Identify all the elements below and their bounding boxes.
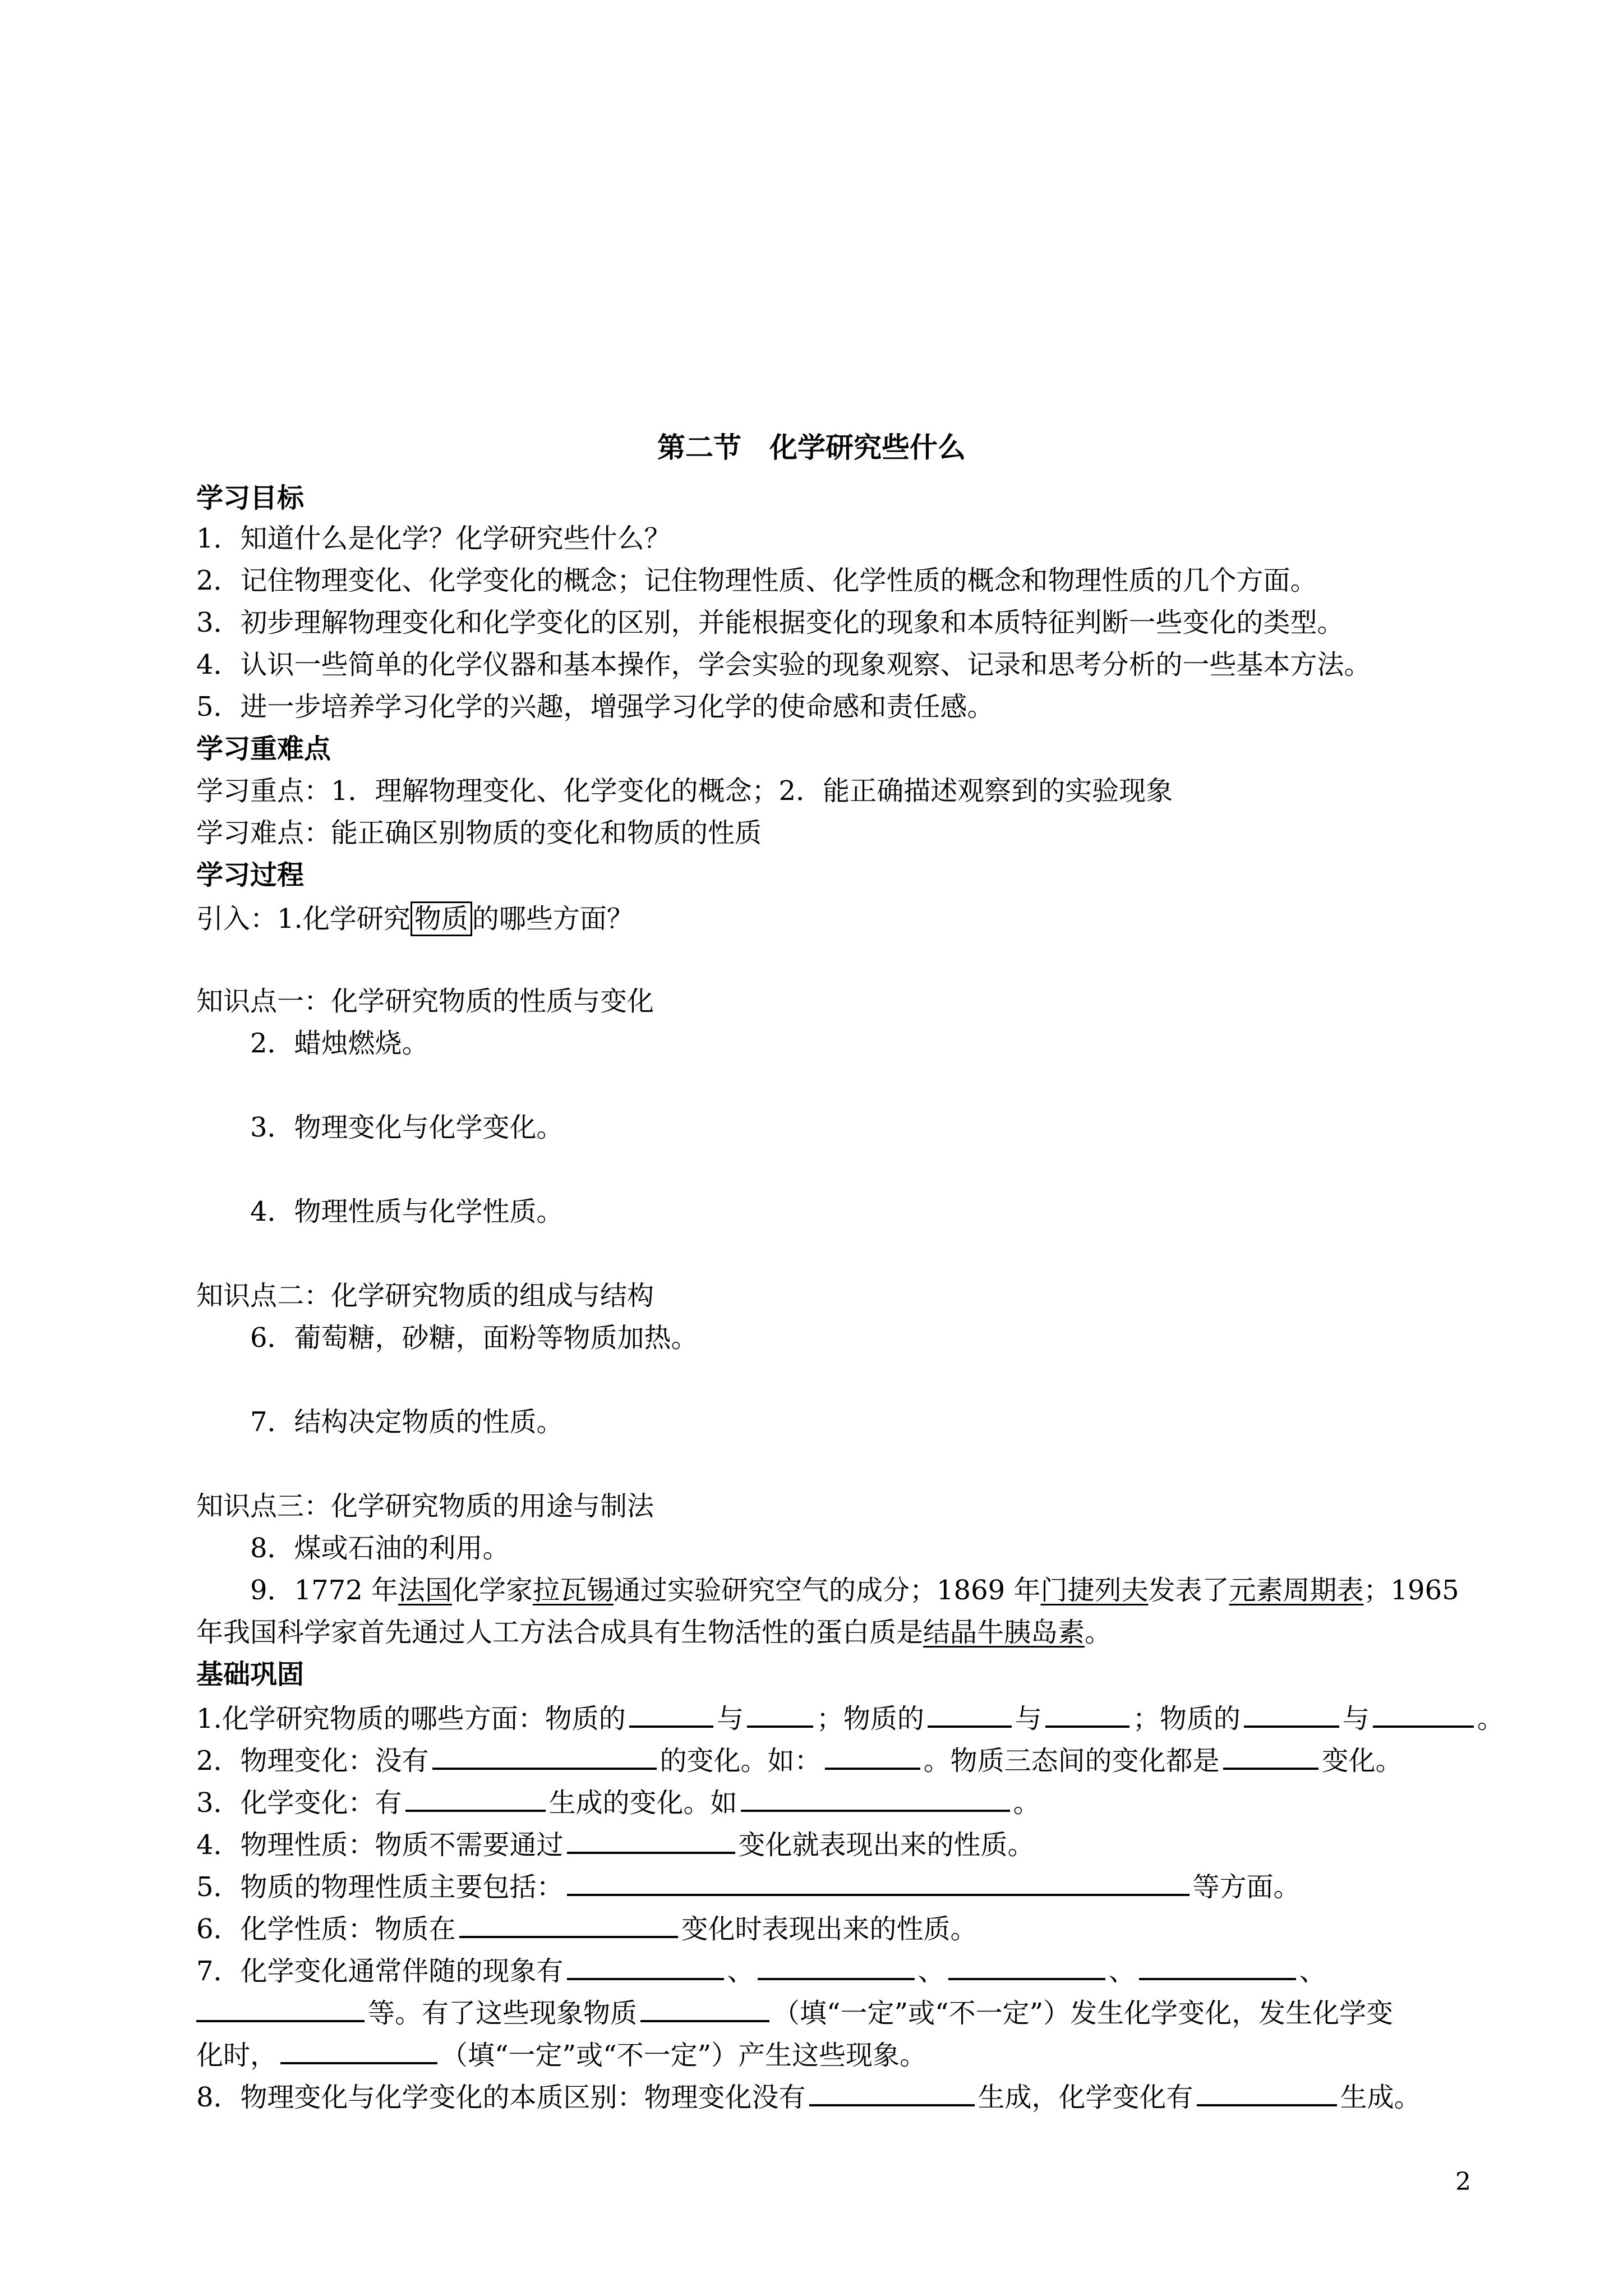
k1-item-4: 4．物理性质与化学性质。 [250, 1196, 564, 1227]
answer-blank[interactable] [1139, 1952, 1296, 1980]
answer-blank[interactable] [567, 1868, 1189, 1896]
answer-blank[interactable] [809, 2078, 975, 2106]
q1-text: ；物质的 [816, 1703, 924, 1734]
q2-text: 2．物理变化：没有 [196, 1745, 429, 1777]
k3-item9-underlined: 拉瓦锡 [533, 1575, 614, 1606]
k3-item9-text: 年我国科学家首先通过人工方法合成具有生物活性的蛋白质是 [196, 1617, 924, 1648]
k3-item9-text: 。 [1085, 1617, 1112, 1648]
intro-line [196, 902, 634, 936]
intro-suffix: 的哪些方面？ [472, 903, 634, 935]
answer-blank[interactable] [629, 1700, 713, 1728]
q5-text: 5．物质的物理性质主要包括： [196, 1871, 564, 1903]
page-number: 2 [1455, 2168, 1471, 2196]
k3-item9-text: ；1965 [1363, 1575, 1459, 1606]
k3-item9-text: 发表了 [1148, 1575, 1229, 1606]
question-2 [196, 1742, 1403, 1778]
q1-text: ；物质的 [1132, 1703, 1241, 1734]
k3-item-9-line1 [250, 1573, 1459, 1607]
k3-item9-underlined: 法国 [398, 1575, 452, 1606]
knowledge-point-1-title: 知识点一：化学研究物质的性质与变化 [196, 986, 654, 1017]
k3-item9-text: 9．1772 年 [250, 1575, 398, 1606]
knowledge-point-2-title: 知识点二：化学研究物质的组成与结构 [196, 1280, 654, 1312]
question-8 [196, 2078, 1421, 2114]
k3-item9-underlined: 结晶牛胰岛素 [923, 1617, 1085, 1648]
q7-separator: 、 [917, 1955, 945, 1987]
q2-text: 的变化。如： [660, 1745, 822, 1777]
objective-item-1: 1．知道什么是化学？化学研究些什么？ [196, 523, 671, 554]
answer-blank[interactable] [280, 2036, 437, 2064]
key-focus: 学习重点：1．理解物理变化、化学变化的概念；2．能正确描述观察到的实验现象 [196, 775, 1173, 807]
answer-blank[interactable] [758, 1952, 915, 1980]
knowledge-point-3-title: 知识点三：化学研究物质的用途与制法 [196, 1490, 654, 1522]
answer-blank[interactable] [741, 1784, 1010, 1812]
answer-blank[interactable] [1045, 1700, 1129, 1728]
key-points-heading: 学习重难点 [196, 733, 331, 765]
basics-heading: 基础巩固 [196, 1659, 305, 1690]
q7-text: 等。有了这些现象物质 [368, 1998, 638, 2029]
answer-blank[interactable] [825, 1742, 920, 1770]
q3-text: 。 [1013, 1787, 1040, 1819]
k2-item-6: 6．葡萄糖，砂糖，面粉等物质加热。 [250, 1322, 698, 1354]
q2-text: 。物质三态间的变化都是 [923, 1745, 1220, 1777]
k2-item-7: 7．结构决定物质的性质。 [250, 1406, 564, 1438]
answer-blank[interactable] [567, 1952, 724, 1980]
intro-boxed-term: 物质 [411, 901, 472, 936]
answer-blank[interactable] [1244, 1700, 1339, 1728]
answer-blank[interactable] [747, 1700, 813, 1728]
q7-text: 7．化学变化通常伴随的现象有 [196, 1955, 564, 1987]
k3-item-9-line2 [196, 1616, 1112, 1649]
question-4 [196, 1826, 1035, 1862]
q1-text: 1.化学研究物质的哪些方面：物质的 [196, 1703, 626, 1734]
q7-text: 化时， [196, 2040, 278, 2071]
question-7-line3 [196, 2036, 926, 2072]
k3-item9-underlined: 门捷列夫 [1040, 1575, 1149, 1606]
k3-item9-text: 化学家 [451, 1575, 533, 1606]
q7-separator: 、 [1108, 1955, 1136, 1987]
q2-text: 变化。 [1321, 1745, 1403, 1777]
q4-text: 变化就表现出来的性质。 [738, 1829, 1035, 1861]
answer-blank[interactable] [567, 1826, 735, 1854]
k1-item-3: 3．物理变化与化学变化。 [250, 1112, 564, 1143]
answer-blank[interactable] [1223, 1742, 1318, 1770]
k3-item-8: 8．煤或石油的利用。 [250, 1533, 510, 1564]
process-heading: 学习过程 [196, 859, 305, 891]
q7-text: （填“一定”或“不一定”）产生这些现象。 [441, 2040, 927, 2071]
q1-text: 与 [716, 1703, 744, 1734]
objective-item-4: 4．认识一些简单的化学仪器和基本操作，学会实验的现象观察、记录和思考分析的一些基本方法。 [196, 649, 1371, 680]
answer-blank[interactable] [948, 1952, 1105, 1980]
k3-item9-text: 通过实验研究空气的成分；1869 年 [614, 1575, 1041, 1606]
q1-text: 与 [1342, 1703, 1370, 1734]
objectives-heading: 学习目标 [196, 482, 305, 514]
key-difficulty: 学习难点：能正确区别物质的变化和物质的性质 [196, 817, 762, 849]
question-3 [196, 1784, 1040, 1820]
question-6 [196, 1910, 978, 1946]
answer-blank[interactable] [459, 1910, 678, 1938]
k1-item-2: 2．蜡烛燃烧。 [250, 1028, 429, 1059]
question-7-line2 [196, 1994, 1393, 2030]
k3-item9-underlined: 元素周期表 [1229, 1575, 1364, 1606]
answer-blank[interactable] [432, 1742, 657, 1770]
answer-blank[interactable] [1373, 1700, 1474, 1728]
q3-text: 生成的变化。如 [548, 1787, 737, 1819]
q3-text: 3．化学变化：有 [196, 1787, 402, 1819]
answer-blank[interactable] [640, 1994, 769, 2022]
intro-prefix: 引入：1.化学研究 [196, 903, 411, 935]
q1-text: 与 [1015, 1703, 1042, 1734]
q8-text: 8．物理变化与化学变化的本质区别：物理变化没有 [196, 2082, 806, 2113]
q4-text: 4．物理性质：物质不需要通过 [196, 1829, 564, 1861]
q7-separator: 、 [1299, 1955, 1326, 1987]
q5-text: 等方面。 [1192, 1871, 1301, 1903]
objective-item-2: 2．记住物理变化、化学变化的概念；记住物理性质、化学性质的概念和物理性质的几个方面。 [196, 565, 1317, 596]
objective-item-3: 3．初步理解物理变化和化学变化的区别，并能根据变化的现象和本质特征判断一些变化的类型。 [196, 607, 1344, 638]
q7-separator: 、 [727, 1955, 754, 1987]
q8-text: 生成。 [1340, 2082, 1421, 2113]
page-title: 第二节 化学研究些什么 [657, 431, 966, 464]
q6-text: 6．化学性质：物质在 [196, 1913, 456, 1945]
answer-blank[interactable] [1197, 2078, 1337, 2106]
q6-text: 变化时表现出来的性质。 [681, 1913, 978, 1945]
q8-text: 生成，化学变化有 [978, 2082, 1193, 2113]
objective-item-5: 5．进一步培养学习化学的兴趣，增强学习化学的使命感和责任感。 [196, 691, 994, 723]
answer-blank[interactable] [405, 1784, 546, 1812]
q1-text: 。 [1477, 1703, 1504, 1734]
q7-text: （填“一定”或“不一定”）发生化学变化，发生化学变 [773, 1998, 1394, 2029]
answer-blank[interactable] [928, 1700, 1012, 1728]
answer-blank[interactable] [196, 1994, 365, 2022]
question-1 [196, 1700, 1504, 1736]
question-5 [196, 1868, 1301, 1904]
question-7-line1 [196, 1952, 1326, 1988]
